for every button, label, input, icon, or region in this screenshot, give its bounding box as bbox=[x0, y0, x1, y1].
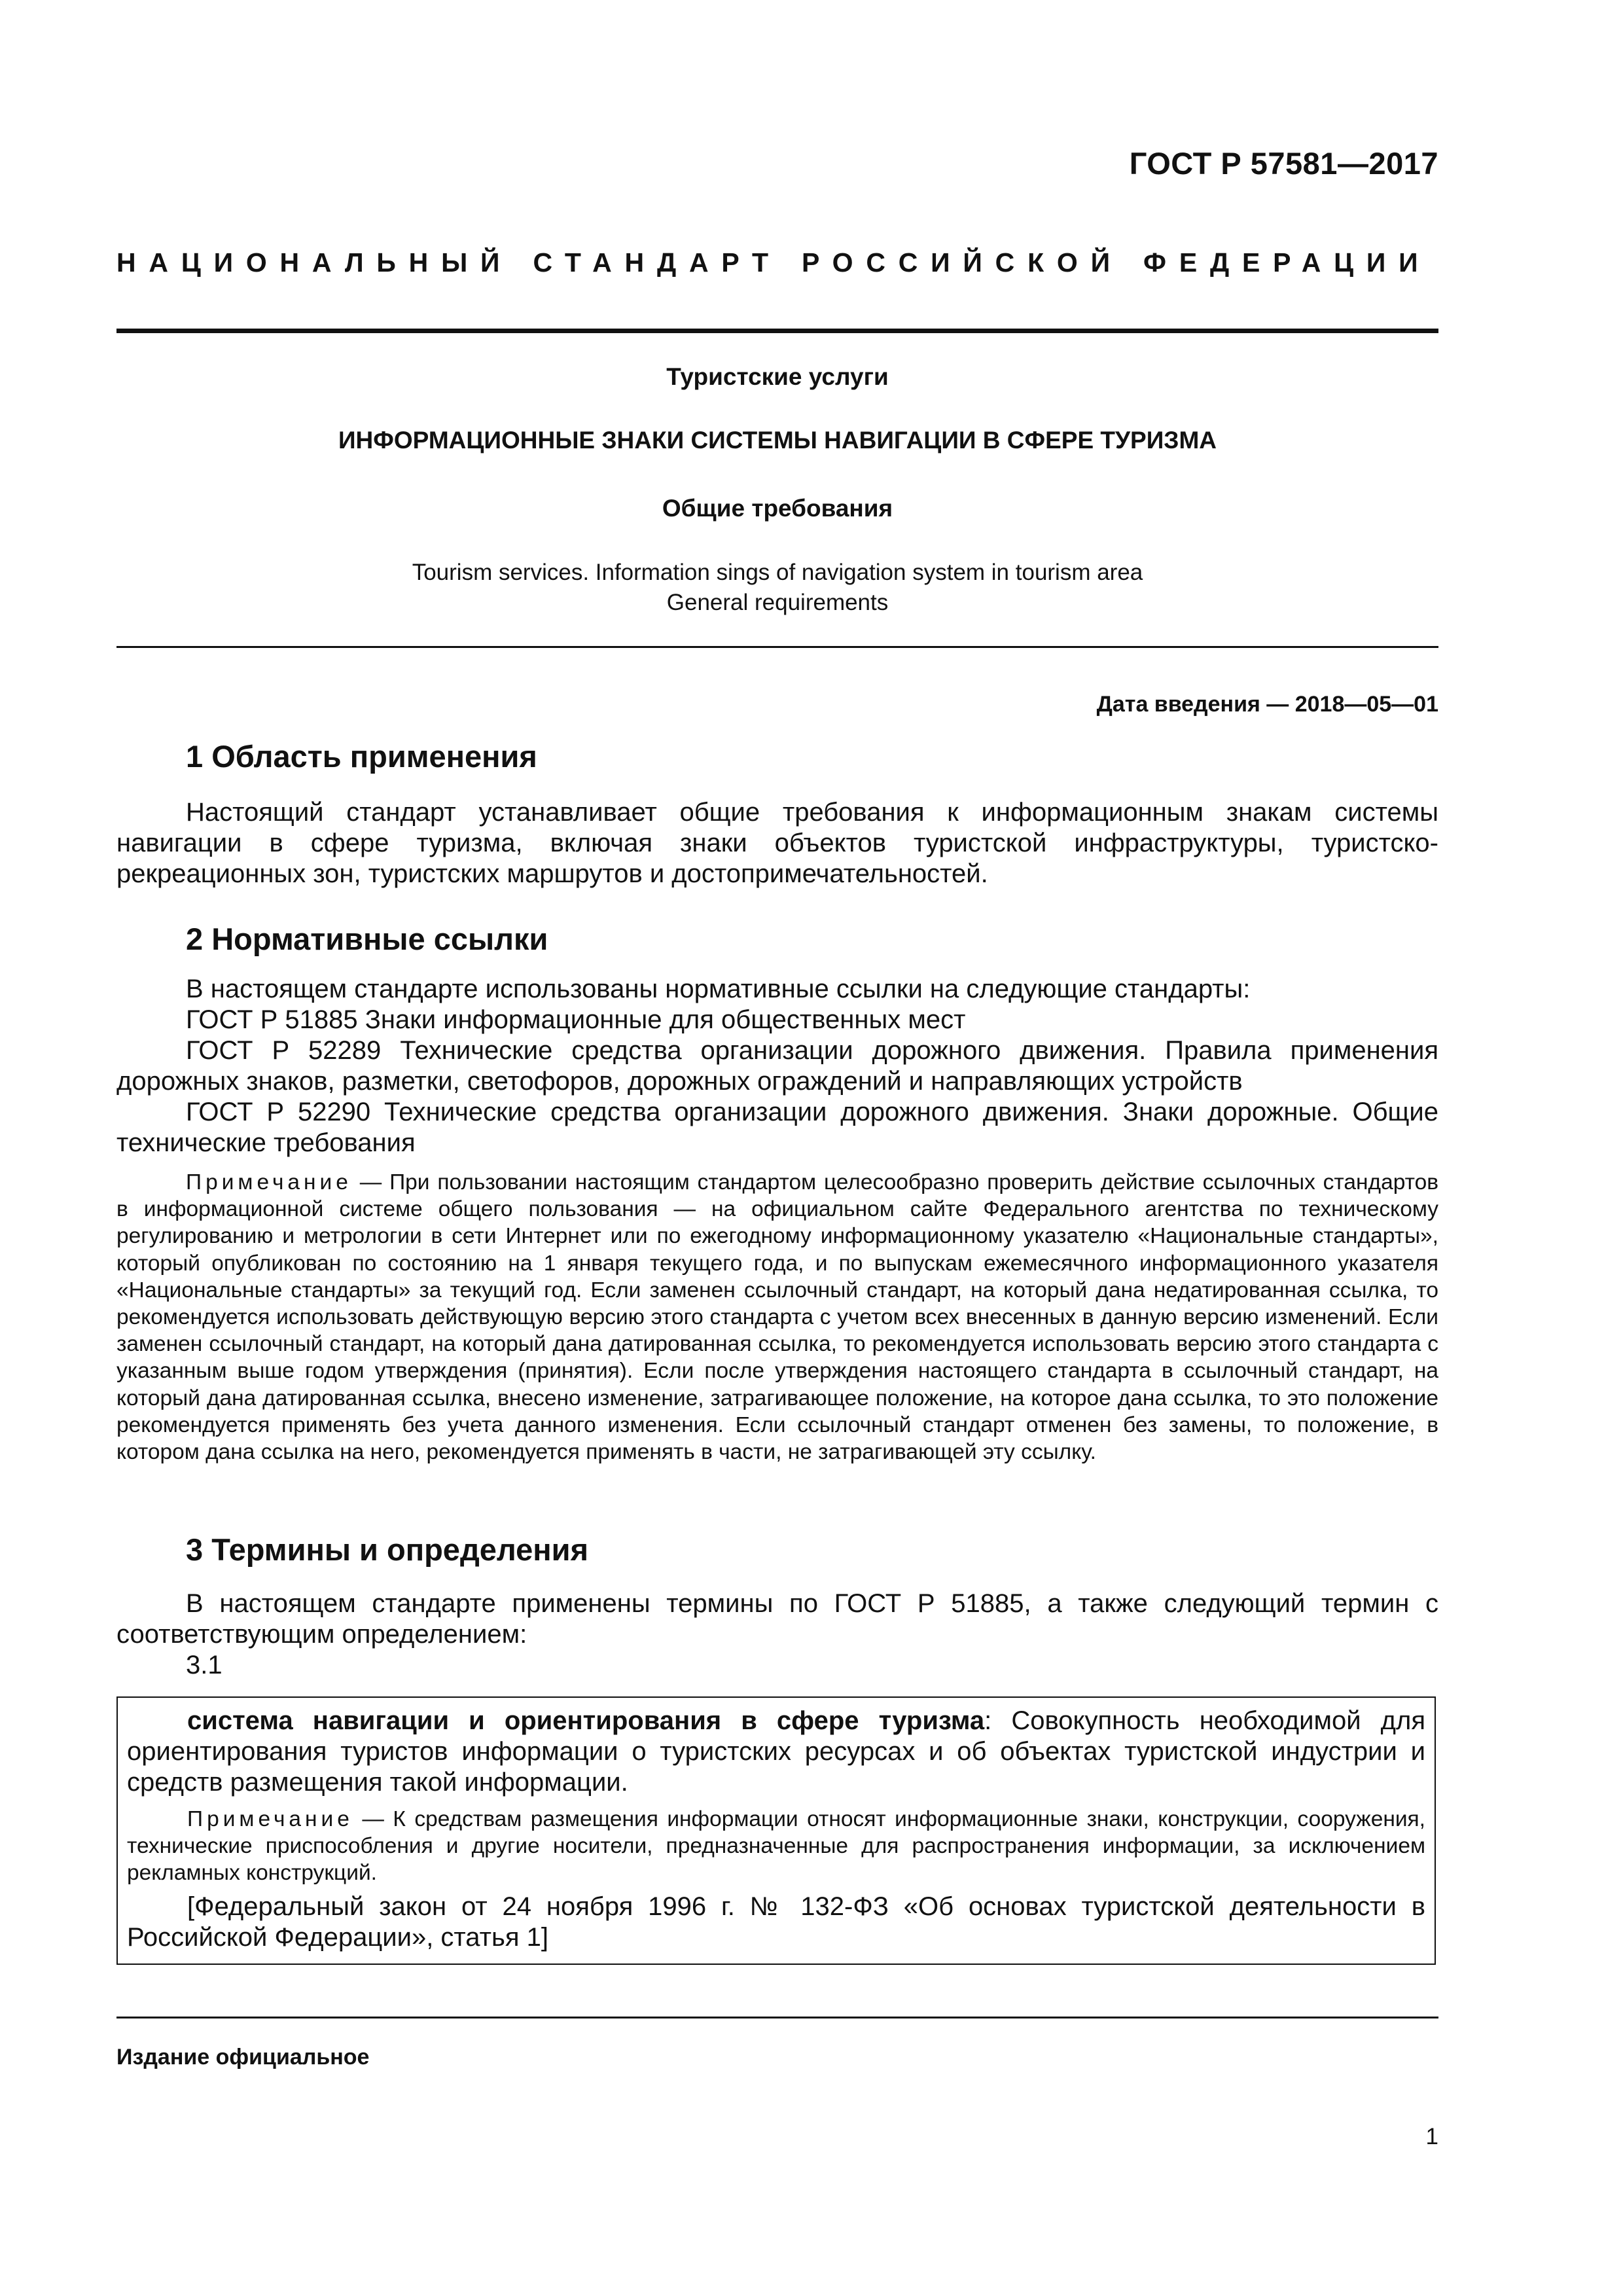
section-1-heading: 1 Область применения bbox=[186, 739, 537, 774]
national-standard-title: НАЦИОНАЛЬНЫЙ СТАНДАРТ РОССИЙСКОЙ ФЕДЕРАЦИИ bbox=[116, 247, 1431, 278]
term-definition-text: : Совокупность необходимой для ориентирования туристов информации о туристских ресурсах и об объектах туристской индустрии и средств размещения такой информации. bbox=[127, 1706, 1425, 1797]
gost-number: ГОСТ Р 57581—2017 bbox=[1129, 146, 1438, 181]
term-number: 3.1 bbox=[186, 1651, 223, 1679]
english-title-line: Tourism services. Information sings of navigation system in tourism area bbox=[412, 560, 1143, 585]
note-label: Примечание bbox=[186, 1170, 352, 1194]
header-divider bbox=[116, 329, 1438, 333]
introduction-date: Дата введения — 2018—05—01 bbox=[1096, 692, 1438, 717]
section-2-heading: 2 Нормативные ссылки bbox=[186, 922, 548, 956]
term-note bbox=[127, 1806, 1425, 1886]
reference-item: ГОСТ Р 52290 Технические средства организации дорожного движения. Знаки дорожные. Общие технические требования bbox=[116, 1098, 1438, 1157]
title-divider bbox=[116, 646, 1438, 648]
note-text: — К средствам размещения информации относят информационные знаки, конструкции, сооружения, технические приспособления и другие носители, предназначенные для распространения информации, за исключением рекламных конструкций. bbox=[127, 1807, 1425, 1885]
term-definition-box bbox=[116, 1696, 1436, 1965]
document-page bbox=[116, 0, 1438, 2296]
section-1-text: Настоящий стандарт устанавливает общие требования к информационным знакам системы навигации в сфере туризма, включая знаки объектов туристской инфраструктуры, туристско-рекреационных зон, туристских маршрутов и достопримечательностей. bbox=[116, 798, 1438, 888]
term-definition bbox=[127, 1706, 1425, 1798]
english-title-line: General requirements bbox=[666, 590, 889, 615]
reference-item: ГОСТ Р 51885 Знаки информационные для общественных мест bbox=[186, 1005, 966, 1034]
page-number: 1 bbox=[1425, 2124, 1438, 2149]
english-title bbox=[116, 558, 1438, 618]
section-2-note bbox=[116, 1169, 1438, 1465]
term-source: [Федеральный закон от 24 ноября 1996 г. № 132-ФЗ «Об основах туристской деятельности в Российской Федерации», статья 1] bbox=[127, 1892, 1425, 1952]
note-text: — При пользовании настоящим стандартом целесообразно проверить действие ссылочных стандартов в информационной системе общего пользования — на официальном сайте Федерального агентства по техническому регулированию и метрологии в сети Интернет или по ежегодному информационному указателю «Национальные стандарты», который опубликован по состоянию на 1 января текущего года, и по выпускам ежемесячного информационного указателя «Национальные стандарты» за текущий год. Если заменен ссылочный стандарт, на который дана недатированная ссылка, то рекомендуется использовать действующую версию этого стандарта с учетом всех внесенных в данную версию изменений. Если заменен ссылочный стандарт, на который дана датированная ссылка, то рекомендуется использовать версию этого стандарта с указанным выше годом утверждения (принятия). Если после утверждения настоящего стандарта в ссылочный стандарт, на который дана датированная ссылка, внесено изменение, затрагивающее положение, на которое дана ссылка, то это положение рекомендуется применять без учета данного изменения. Если ссылочный стандарт отменен без замены, то положение, в котором дана ссылка на него, рекомендуется применять в части, не затрагивающей эту ссылку. bbox=[116, 1170, 1438, 1465]
term-name: система навигации и ориентирования в сфере туризма bbox=[187, 1706, 985, 1735]
edition-label: Издание официальное bbox=[116, 2045, 370, 2070]
standard-sub-title: Общие требования bbox=[662, 495, 893, 522]
section-3-heading: 3 Термины и определения bbox=[186, 1532, 588, 1567]
note-label: Примечание bbox=[187, 1807, 353, 1831]
reference-item: ГОСТ Р 52289 Технические средства организации дорожного движения. Правила применения дорожных знаков, разметки, светофоров, дорожных ограждений и направляющих устройств bbox=[116, 1036, 1438, 1096]
standard-subject: Туристские услуги bbox=[666, 363, 889, 390]
section-2-intro: В настоящем стандарте использованы нормативные ссылки на следующие стандарты: bbox=[186, 975, 1251, 1003]
footer-divider bbox=[116, 2017, 1438, 2018]
section-3-intro: В настоящем стандарте применены термины по ГОСТ Р 51885, а также следующий термин с соответствующим определением: bbox=[116, 1589, 1438, 1649]
standard-main-title: ИНФОРМАЦИОННЫЕ ЗНАКИ СИСТЕМЫ НАВИГАЦИИ В СФЕРЕ ТУРИЗМА bbox=[338, 427, 1217, 454]
